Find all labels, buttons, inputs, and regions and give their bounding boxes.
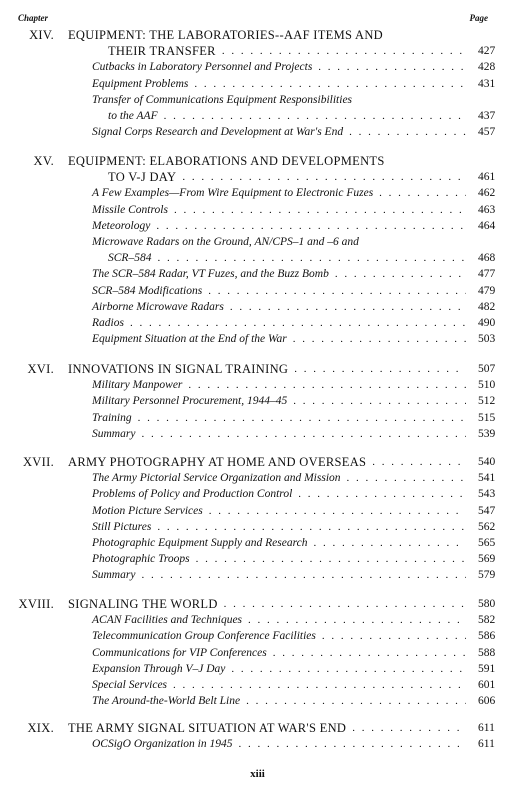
dot-leader [238,737,466,752]
dot-leader [246,694,466,709]
section-entry: Photographic Troops [92,553,190,566]
dot-leader [313,536,466,551]
dot-leader [294,362,466,377]
dot-leader [208,284,466,299]
section-page: 512 [478,395,496,408]
section-page: 543 [478,488,496,501]
section-entry: Airborne Microwave Radars [92,300,224,313]
section-entry: Microwave Radars on the Ground, AN/CPS–1 and –6 and [92,236,359,248]
section-page: 515 [478,411,496,424]
section-entry: Equipment Situation at the End of the War [92,333,287,346]
dot-leader [157,251,466,266]
section-page: 579 [478,569,496,582]
section-entry: Problems of Policy and Production Control [92,488,293,501]
section-entry: ACAN Facilities and Techniques [92,614,243,627]
dot-leader [293,394,466,409]
chapter-number: XVII. [22,455,54,469]
dot-leader [293,332,466,347]
dot-leader [273,646,466,661]
chapter-title: TO V-J DAY [108,170,177,185]
dot-leader [174,203,466,218]
section-page: 611 [478,738,495,751]
chapter-page: 507 [478,363,496,375]
chapter-number: XV. [33,154,54,168]
chapter-page: 540 [478,456,496,468]
dot-leader [222,44,466,59]
chapter-title: INNOVATIONS IN SIGNAL TRAINING [68,362,289,376]
chapter-title: SIGNALING THE WORLD [68,597,218,611]
dot-leader [298,487,466,502]
section-entry: SCR–584 [108,252,152,265]
section-page: 606 [478,695,496,708]
section-entry: Motion Picture Services [92,504,203,517]
dot-leader [141,427,466,442]
section-page: 464 [478,219,496,232]
section-entry: Radios [92,317,124,329]
section-page: 457 [478,126,496,139]
chapter-page: 580 [478,598,496,610]
dot-leader [230,300,466,315]
section-entry: A Few Examples—From Wire Equipment to Electronic Fuzes [92,187,374,200]
chapter-title: ARMY PHOTOGRAPHY AT HOME AND OVERSEAS [68,455,367,469]
dot-leader [157,520,466,535]
dot-leader [188,378,466,393]
section-page: 490 [478,317,496,329]
chapter-page: 461 [478,171,496,184]
dot-leader [138,411,466,426]
section-entry: The SCR–584 Radar, VT Fuzes, and the Buzz Bomb [92,268,329,281]
dot-leader [224,597,466,612]
section-entry: The Army Pictorial Service Organization and Mission [92,472,341,485]
section-page: 477 [478,268,496,281]
dot-leader [196,552,466,567]
chapter-number: XIX. [27,721,54,735]
dot-leader [173,678,466,693]
section-page: 462 [478,187,496,200]
section-page: 565 [478,537,496,549]
section-entry: Signal Corps Research and Development at War's End [92,126,344,139]
section-page: 591 [478,662,496,675]
dot-leader [141,568,466,583]
dot-leader [164,109,466,124]
dot-leader [130,316,466,331]
section-entry: to the AAF [108,110,158,122]
chapter-number: XIV. [29,28,54,42]
dot-leader [349,125,466,140]
section-page: 479 [478,284,496,297]
section-entry: Equipment Problems [92,77,189,90]
section-page: 588 [478,646,496,659]
chapter-title: EQUIPMENT: ELABORATIONS AND DEVELOPMENTS [68,154,385,168]
section-entry: SCR–584 Modifications [92,284,203,297]
dot-leader [248,613,466,628]
section-entry: Cutbacks in Laboratory Personnel and Projects [92,61,313,74]
chapter-number: XVIII. [18,597,54,611]
section-page: 586 [478,630,496,643]
dot-leader [182,170,466,185]
chapter-title: EQUIPMENT: THE LABORATORIES--AAF ITEMS AND [68,28,383,42]
section-page: 482 [478,300,496,313]
chapter-page: 611 [478,722,495,734]
section-page: 437 [478,110,496,122]
section-entry: Photographic Equipment Supply and Research [92,537,308,549]
section-page: 510 [478,379,496,392]
section-entry: OCSigO Organization in 1945 [92,738,233,751]
section-page: 569 [478,553,496,566]
page-column-header: Page [469,13,488,23]
section-entry: Expansion Through V–J Day [92,662,226,675]
section-page: 562 [478,520,496,533]
section-page: 547 [478,504,496,517]
dot-leader [347,471,466,486]
dot-leader [372,455,466,470]
section-page: 539 [478,427,496,440]
page-folio: xiii [250,768,265,780]
section-entry: Telecommunication Group Conference Facilities [92,630,316,643]
section-entry: Training [92,411,132,424]
dot-leader [379,186,466,201]
chapter-title: THE ARMY SIGNAL SITUATION AT WAR'S END [68,721,347,735]
section-page: 503 [478,333,496,346]
section-entry: Special Services [92,679,168,691]
dot-leader [194,77,466,92]
section-page: 582 [478,614,496,627]
section-entry: Still Pictures [92,520,152,533]
section-entry: Summary [92,569,136,582]
section-entry: Transfer of Communications Equipment Responsibilities [92,93,353,106]
section-page: 463 [478,203,496,216]
dot-leader [231,662,466,677]
section-page: 431 [478,77,496,90]
section-entry: The Around-the-World Belt Line [92,695,241,708]
chapter-page: 427 [478,45,496,58]
section-page: 468 [478,252,496,265]
chapter-number: XVI. [27,362,54,376]
section-page: 428 [478,61,496,74]
dot-leader [352,721,466,736]
section-page: 541 [478,472,496,485]
chapter-column-header: Chapter [18,13,49,23]
section-entry: Communications for VIP Conferences [92,646,267,659]
dot-leader [209,504,466,519]
section-entry: Military Manpower [92,379,183,392]
section-entry: Summary [92,427,136,440]
dot-leader [322,629,466,644]
dot-leader [318,60,466,75]
section-entry: Missile Controls [92,203,168,216]
dot-leader [156,219,466,234]
dot-leader [335,267,466,282]
chapter-title: THEIR TRANSFER [108,44,216,59]
section-page: 601 [478,679,496,691]
section-entry: Military Personnel Procurement, 1944–45 [92,395,288,408]
section-entry: Meteorology [92,219,151,232]
